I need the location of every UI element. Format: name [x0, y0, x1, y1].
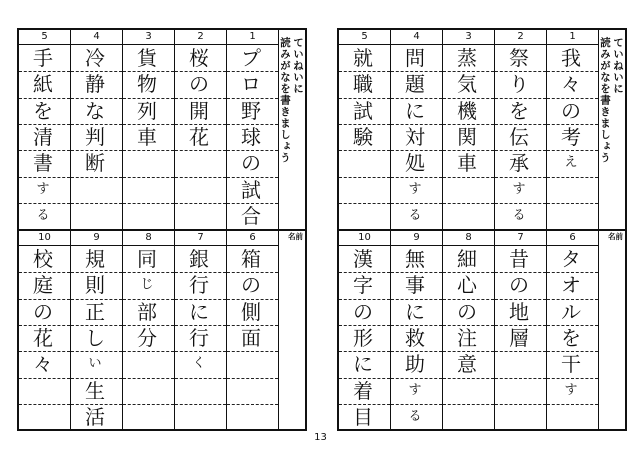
char-cell: 意 [457, 352, 477, 377]
item-column-2[interactable] [495, 30, 547, 229]
char-cell: い [88, 356, 102, 372]
char-cell: 校 [33, 247, 53, 271]
bottom-half [339, 229, 625, 431]
char-cell [444, 378, 490, 404]
char-cell: 側 [241, 299, 261, 324]
char-cell: 行 [189, 273, 209, 298]
char-cell: 対 [405, 124, 425, 149]
char-cell [124, 378, 170, 404]
char-cell [444, 177, 490, 203]
char-cell: 行 [189, 325, 209, 350]
item-column-8[interactable] [123, 231, 175, 431]
char-cell: な [85, 98, 105, 123]
char-cell: 試 [241, 177, 261, 202]
instruction-panel [275, 30, 305, 229]
item-number: 1 [227, 30, 278, 45]
char-cell: 我 [561, 46, 581, 70]
item-number: 10 [19, 231, 70, 246]
answer-cells [175, 45, 226, 229]
char-cell: る [36, 207, 50, 223]
instruction-panel [595, 30, 625, 229]
char-cell: す [408, 382, 422, 398]
char-cell: 則 [85, 273, 105, 298]
char-cell: 面 [241, 325, 261, 350]
answer-cells [175, 246, 226, 431]
item-number: 5 [19, 30, 70, 45]
answer-cells [71, 45, 122, 229]
char-cell: 考 [561, 124, 581, 149]
item-number: 5 [339, 30, 390, 45]
item-number: 1 [547, 30, 598, 45]
item-column-9[interactable] [391, 231, 443, 431]
item-column-3[interactable] [123, 30, 175, 229]
item-number: 7 [495, 231, 546, 246]
char-cell: 合 [241, 203, 261, 228]
item-number: 10 [339, 231, 390, 246]
item-column-4[interactable] [71, 30, 123, 229]
char-cell: す [512, 181, 526, 197]
bottom-half [19, 229, 305, 431]
char-cell: タ [561, 247, 581, 271]
char-cell: 桜 [189, 46, 209, 70]
char-cell [176, 203, 222, 229]
char-cell: 判 [85, 124, 105, 149]
item-column-2[interactable] [175, 30, 227, 229]
answer-cells [443, 246, 494, 431]
char-cell: し [85, 325, 105, 350]
char-cell: 紙 [33, 72, 53, 97]
char-cell [72, 203, 118, 229]
char-cell [340, 150, 386, 176]
char-cell: 験 [353, 124, 373, 149]
worksheet-left [17, 28, 307, 431]
char-cell: プ [241, 46, 261, 70]
answer-cells [339, 45, 390, 229]
name-label: 名前 [288, 232, 303, 241]
char-cell: 試 [353, 98, 373, 123]
char-cell: 々 [33, 352, 53, 377]
item-column-3[interactable] [443, 30, 495, 229]
char-cell: 題 [405, 72, 425, 97]
answer-cells [547, 246, 598, 431]
char-cell: の [457, 299, 477, 324]
char-cell: す [408, 181, 422, 197]
char-cell: 車 [457, 151, 477, 176]
answer-cells [123, 246, 174, 431]
char-cell: る [512, 207, 526, 223]
char-cell: の [189, 72, 209, 97]
char-cell: 干 [561, 352, 581, 377]
char-cell: 気 [457, 72, 477, 97]
char-cell: 伝 [509, 124, 529, 149]
char-cell: 救 [405, 325, 425, 350]
char-cell [124, 351, 170, 377]
answer-cells [71, 246, 122, 431]
char-cell: 問 [405, 46, 425, 70]
char-cell: 助 [405, 352, 425, 377]
item-column-10[interactable] [19, 231, 71, 431]
char-cell [176, 150, 222, 176]
char-cell: す [36, 181, 50, 197]
char-cell: の [509, 273, 529, 298]
char-cell: を [561, 325, 581, 350]
item-column-10[interactable] [339, 231, 391, 431]
char-cell [176, 378, 222, 404]
page-number: 13 [314, 432, 327, 443]
item-number: 9 [391, 231, 442, 246]
char-cell: 列 [137, 98, 157, 123]
char-cell: 開 [189, 98, 209, 123]
char-cell: を [33, 98, 53, 123]
item-number: 8 [123, 231, 174, 246]
answer-cells [391, 246, 442, 431]
answer-cells [495, 45, 546, 229]
item-column-1[interactable] [227, 30, 279, 229]
char-cell: 正 [85, 299, 105, 324]
name-panel[interactable] [595, 229, 625, 429]
instruction-text-1: ていねいに [292, 37, 304, 95]
char-cell [444, 203, 490, 229]
char-cell [20, 378, 66, 404]
item-number: 3 [123, 30, 174, 45]
char-cell [20, 404, 66, 430]
char-cell [228, 404, 274, 430]
item-number: 8 [443, 231, 494, 246]
char-cell: の [353, 299, 373, 324]
char-cell: 同 [137, 247, 157, 271]
char-cell: 野 [241, 98, 261, 123]
item-number: 2 [175, 30, 226, 45]
char-cell: ロ [241, 72, 261, 97]
char-cell: 生 [85, 378, 105, 403]
char-cell: に [189, 299, 209, 324]
item-number: 6 [227, 231, 278, 246]
char-cell: 花 [189, 124, 209, 149]
char-cell [548, 177, 594, 203]
char-cell [340, 177, 386, 203]
char-cell: 承 [509, 151, 529, 176]
char-cell: 地 [509, 299, 529, 324]
char-cell: 球 [241, 124, 261, 149]
char-cell: 機 [457, 98, 477, 123]
char-cell: 箱 [241, 247, 261, 271]
char-cell: 無 [405, 247, 425, 271]
char-cell: く [192, 356, 206, 372]
char-cell [548, 203, 594, 229]
char-cell: オ [561, 273, 581, 298]
char-cell: の [33, 299, 53, 324]
char-cell: 事 [405, 273, 425, 298]
item-column-9[interactable] [71, 231, 123, 431]
instruction-text-2: 読みがなを書きましょう [599, 37, 611, 164]
char-cell [444, 404, 490, 430]
char-cell [228, 378, 274, 404]
char-cell: 々 [561, 72, 581, 97]
char-cell: に [405, 299, 425, 324]
char-cell [228, 351, 274, 377]
char-cell: に [405, 98, 425, 123]
char-cell: 冷 [85, 46, 105, 70]
item-column-6[interactable] [547, 231, 599, 431]
char-cell [176, 177, 222, 203]
char-cell: 昔 [509, 247, 529, 271]
item-column-5[interactable] [19, 30, 71, 229]
char-cell [496, 404, 542, 430]
item-column-8[interactable] [443, 231, 495, 431]
char-cell: 祭 [509, 46, 529, 70]
item-number: 3 [443, 30, 494, 45]
item-column-4[interactable] [391, 30, 443, 229]
top-half [339, 30, 625, 229]
char-cell: に [353, 352, 373, 377]
char-cell: え [564, 155, 578, 171]
item-column-6[interactable] [227, 231, 279, 431]
answer-cells [547, 45, 598, 229]
char-cell: ル [561, 299, 581, 324]
char-cell: 部 [137, 299, 157, 324]
top-half [19, 30, 305, 229]
char-cell: 手 [33, 46, 53, 70]
char-cell: 職 [353, 72, 373, 97]
char-cell: 車 [137, 124, 157, 149]
char-cell [548, 404, 594, 430]
item-number: 7 [175, 231, 226, 246]
char-cell: 漢 [353, 247, 373, 271]
char-cell [496, 351, 542, 377]
name-label: 名前 [608, 232, 623, 241]
char-cell: 清 [33, 124, 53, 149]
char-cell [124, 203, 170, 229]
char-cell [124, 150, 170, 176]
char-cell: 就 [353, 46, 373, 70]
char-cell: の [241, 273, 261, 298]
answer-cells [19, 246, 70, 431]
char-cell: を [509, 98, 529, 123]
char-cell [124, 177, 170, 203]
char-cell: 注 [457, 325, 477, 350]
char-cell [124, 404, 170, 430]
char-cell: 断 [85, 151, 105, 176]
char-cell: 蒸 [457, 46, 477, 70]
item-column-1[interactable] [547, 30, 599, 229]
item-column-5[interactable] [339, 30, 391, 229]
answer-cells [227, 246, 278, 431]
worksheet-right [337, 28, 627, 431]
answer-cells [443, 45, 494, 229]
char-cell: す [564, 382, 578, 398]
char-cell [340, 203, 386, 229]
answer-cells [123, 45, 174, 229]
instruction-text-2: 読みがなを書きましょう [279, 37, 291, 164]
char-cell: 分 [137, 325, 157, 350]
answer-cells [227, 45, 278, 229]
instruction-text-1: ていねいに [612, 37, 624, 95]
char-cell: 細 [457, 247, 477, 271]
char-cell [496, 378, 542, 404]
answer-cells [495, 246, 546, 431]
char-cell: 貨 [137, 46, 157, 70]
char-cell: の [241, 151, 261, 176]
char-cell: 目 [353, 404, 373, 429]
char-cell: 着 [353, 378, 373, 403]
char-cell: り [509, 72, 529, 97]
char-cell: 心 [457, 273, 477, 298]
char-cell: る [408, 408, 422, 424]
item-column-7[interactable] [495, 231, 547, 431]
char-cell: じ [140, 277, 154, 293]
char-cell: 静 [85, 72, 105, 97]
item-number: 9 [71, 231, 122, 246]
char-cell: 処 [405, 151, 425, 176]
answer-cells [391, 45, 442, 229]
item-number: 4 [71, 30, 122, 45]
char-cell: 庭 [33, 273, 53, 298]
char-cell: 花 [33, 325, 53, 350]
char-cell: 規 [85, 247, 105, 271]
char-cell: 層 [509, 325, 529, 350]
item-number: 4 [391, 30, 442, 45]
name-panel[interactable] [275, 229, 305, 429]
item-number: 2 [495, 30, 546, 45]
char-cell: る [408, 207, 422, 223]
char-cell: の [561, 98, 581, 123]
answer-cells [19, 45, 70, 229]
char-cell: 字 [353, 273, 373, 298]
char-cell: 形 [353, 325, 373, 350]
char-cell: 関 [457, 124, 477, 149]
item-number: 6 [547, 231, 598, 246]
answer-cells [339, 246, 390, 431]
char-cell: 書 [33, 151, 53, 176]
char-cell [176, 404, 222, 430]
item-column-7[interactable] [175, 231, 227, 431]
char-cell: 物 [137, 72, 157, 97]
char-cell: 銀 [189, 247, 209, 271]
char-cell [72, 177, 118, 203]
char-cell: 活 [85, 404, 105, 429]
